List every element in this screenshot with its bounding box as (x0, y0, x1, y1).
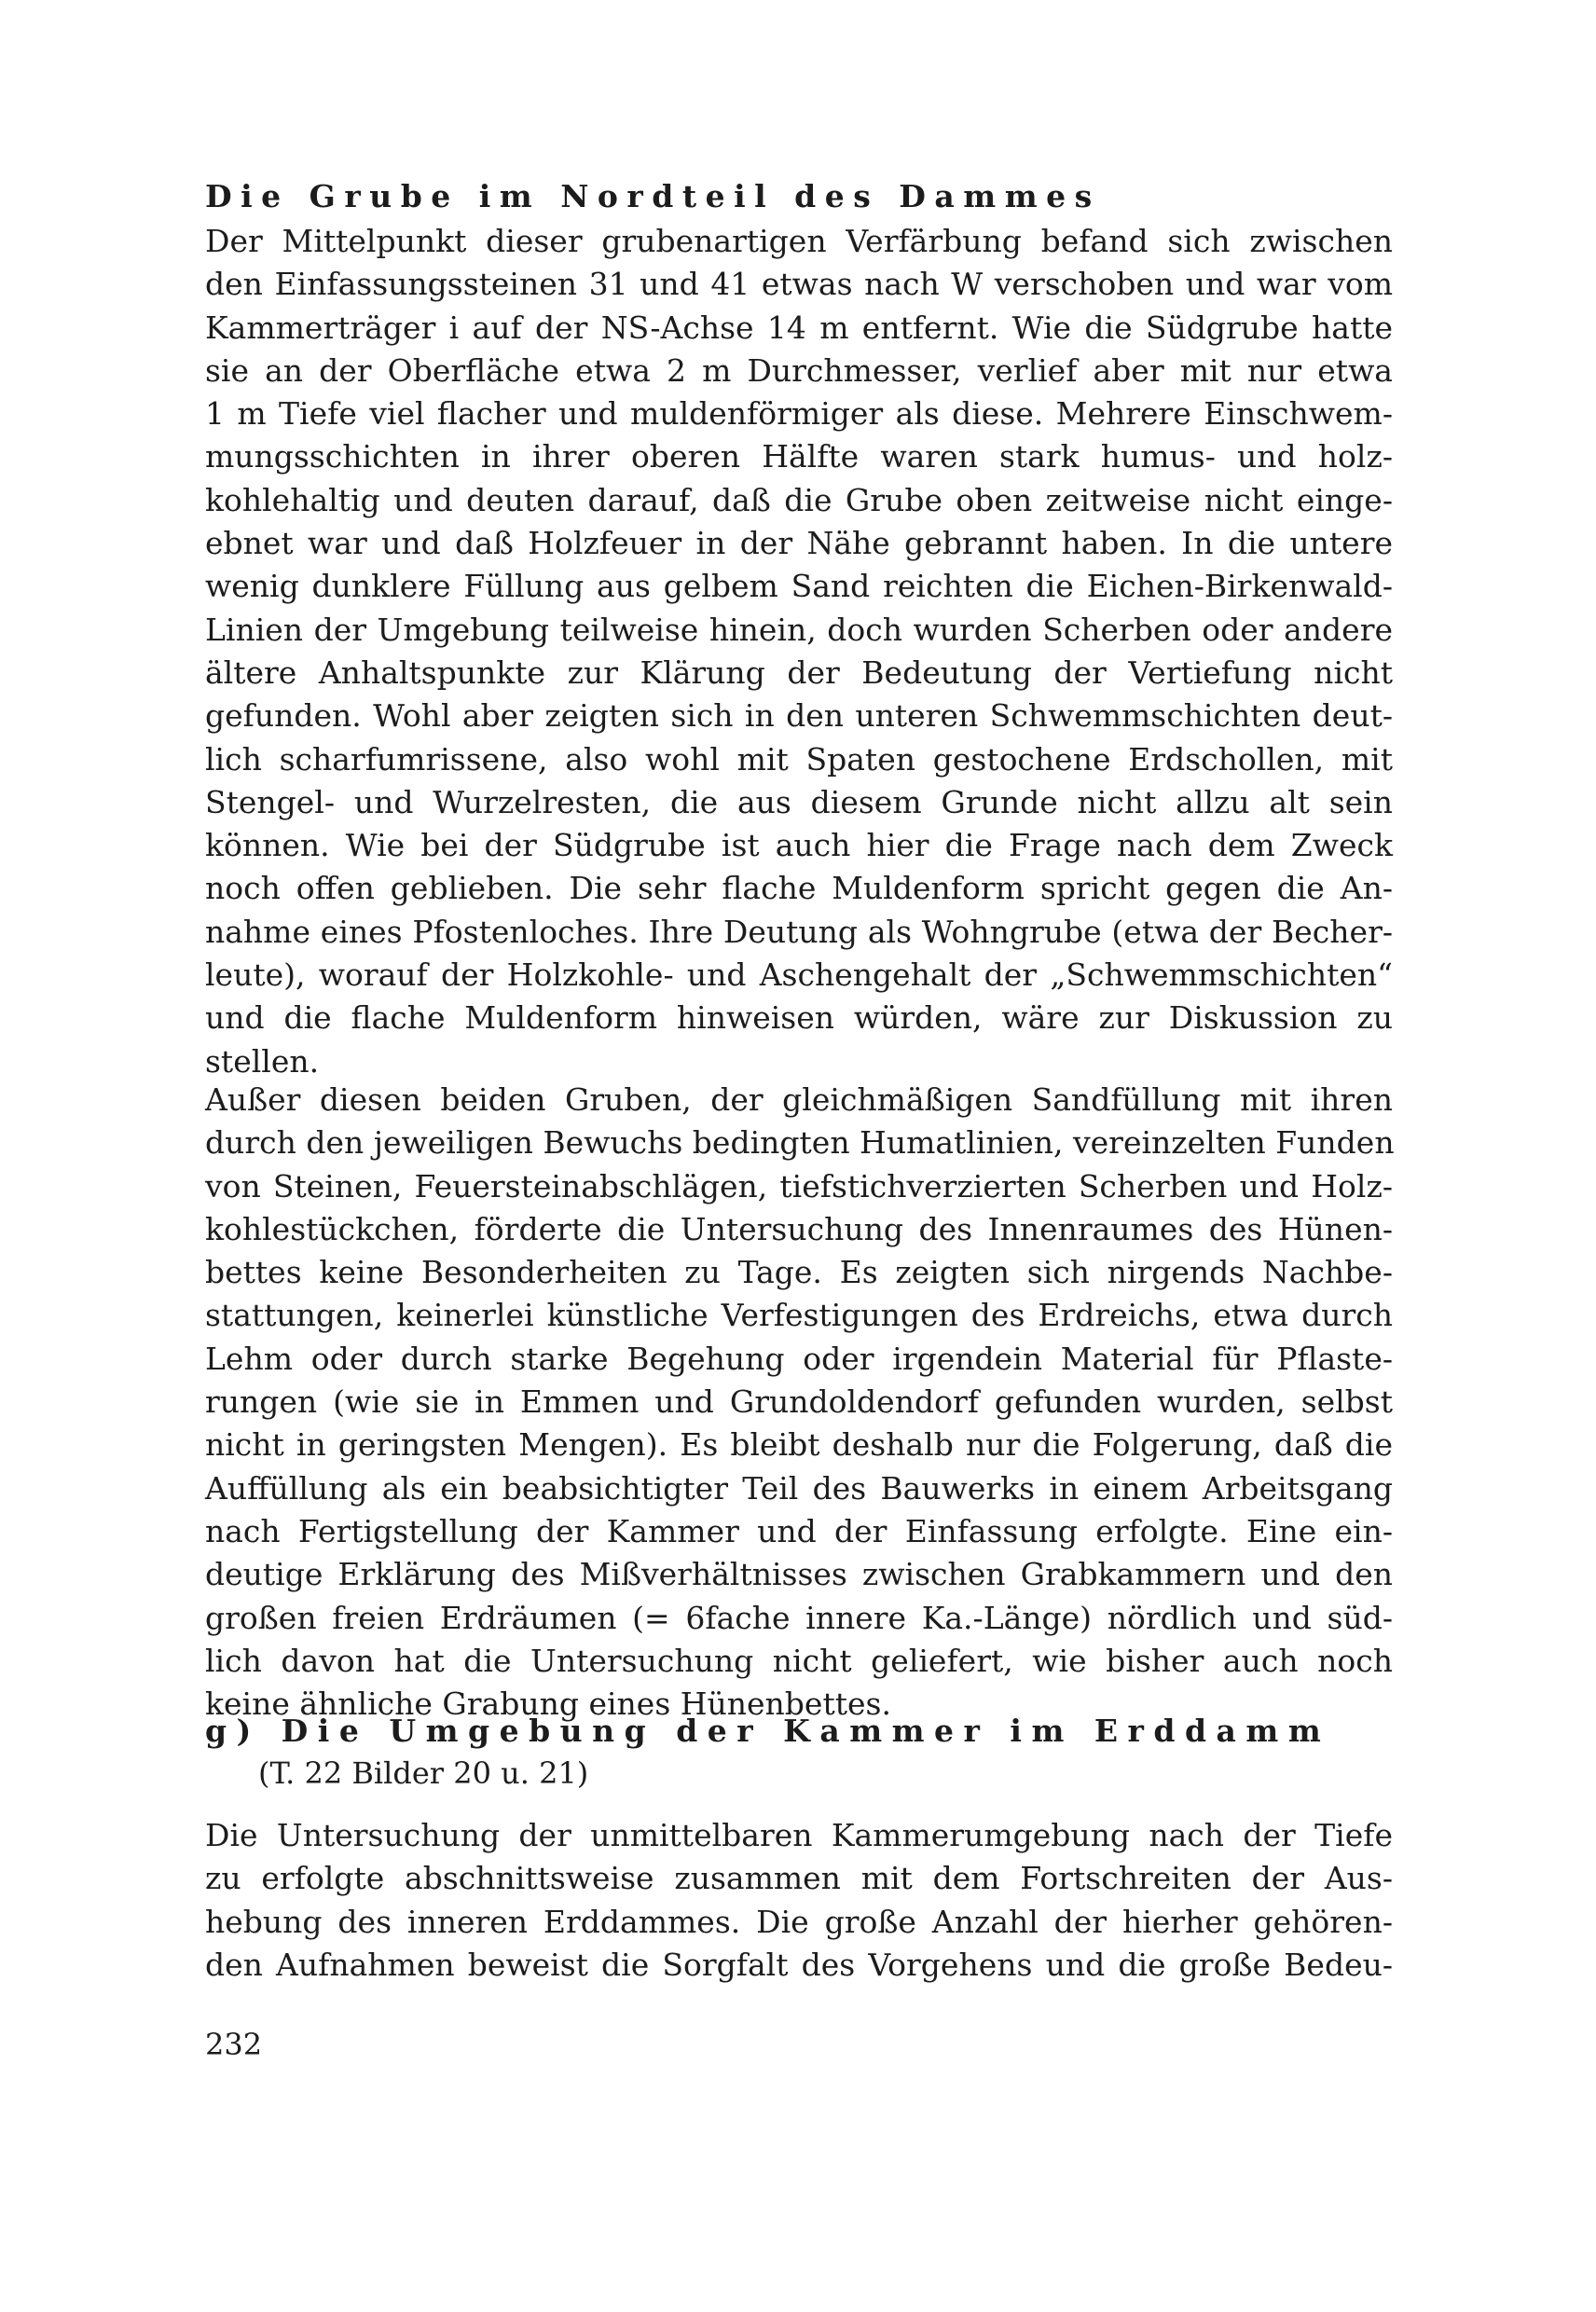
paragraph-1 (205, 220, 1393, 1083)
text-line: noch offen geblieben. Die sehr flache Muldenform spricht gegen die An- (205, 870, 1393, 907)
section-heading: Die Grube im Nordteil des Dammes (205, 178, 1101, 214)
text-line: durch den jeweiligen Bewuchs bedingten Humatlinien, vereinzelten Funden (205, 1124, 1395, 1162)
text-line: großen freien Erdräumen (= 6fache innere Ka.-Länge) nördlich und süd- (205, 1599, 1393, 1636)
section-g-subheading: (T. 22 Bilder 20 u. 21) (258, 1755, 589, 1791)
paragraph-2 (205, 1079, 1393, 1726)
text-line: Kammerträger i auf der NS-Achse 14 m entfernt. Wie die Südgrube hatte (205, 309, 1393, 346)
section-g-heading: g) Die Umgebung der Kammer im Erddamm (205, 1713, 1331, 1749)
text-line: keine ähnliche Grabung eines Hünenbettes. (205, 1686, 891, 1723)
text-line: von Steinen, Feuersteinabschlägen, tiefstichverzierten Scherben und Holz- (205, 1167, 1393, 1204)
text-line: den Einfassungssteinen 31 und 41 etwas nach W verschoben und war vom (205, 266, 1393, 303)
text-line: Der Mittelpunkt dieser grubenartigen Verfärbung befand sich zwischen (205, 223, 1393, 259)
text-line: und die flache Muldenform hinweisen würden, wäre zur Diskussion zu (205, 999, 1393, 1037)
text-line: Linien der Umgebung teilweise hinein, doch wurden Scherben oder andere (205, 611, 1393, 648)
text-line: nach Fertigstellung der Kammer und der Einfassung erfolgte. Eine ein- (205, 1512, 1393, 1549)
text-line: ebnet war und daß Holzfeuer in der Nähe gebrannt haben. In die untere (205, 525, 1393, 562)
text-line: zu erfolgte abschnittsweise zusammen mit dem Fortschreiten der Aus- (205, 1860, 1393, 1897)
paragraph-3 (205, 1814, 1393, 1987)
text-line: nicht in geringsten Mengen). Es bleibt deshalb nur die Folgerung, daß die (205, 1426, 1393, 1464)
text-line: stattungen, keinerlei künstliche Verfestigungen des Erdreichs, etwa durch (205, 1297, 1393, 1334)
text-line: leute), worauf der Holzkohle- und Aschengehalt der „Schwemmschichten“ (205, 956, 1393, 994)
page-number: 232 (205, 2027, 263, 2062)
text-line: rungen (wie sie in Emmen und Grundoldendorf gefunden wurden, selbst (205, 1383, 1393, 1421)
text-line: deutige Erklärung des Mißverhältnisses zwischen Grabkammern und den (205, 1556, 1393, 1593)
text-line: Außer diesen beiden Gruben, der gleichmäßigen Sandfüllung mit ihren (205, 1081, 1393, 1118)
text-line: stellen. (205, 1042, 320, 1080)
text-line: 1 m Tiefe viel flacher und muldenförmiger als diese. Mehrere Einschwem- (205, 395, 1393, 433)
text-line: lich davon hat die Untersuchung nicht geliefert, wie bisher auch noch (205, 1642, 1393, 1679)
text-line: hebung des inneren Erddammes. Die große Anzahl der hierher gehören- (205, 1903, 1393, 1940)
text-line: sie an der Oberfläche etwa 2 m Durchmesser, verlief aber mit nur etwa (205, 351, 1393, 389)
text-line: können. Wie bei der Südgrube ist auch hier die Frage nach dem Zweck (205, 827, 1393, 864)
text-line: gefunden. Wohl aber zeigten sich in den unteren Schwemmschichten deut- (205, 697, 1393, 735)
text-line: Lehm oder durch starke Begehung oder irgendein Material für Pflaste- (205, 1340, 1393, 1377)
text-line: ältere Anhaltspunkte zur Klärung der Bedeutung der Vertiefung nicht (205, 654, 1393, 691)
text-line: bettes keine Besonderheiten zu Tage. Es zeigten sich nirgends Nachbe- (205, 1254, 1393, 1291)
text-line: nahme eines Pfostenloches. Ihre Deutung als Wohngrube (etwa der Becher- (205, 913, 1393, 950)
text-line: Auffüllung als ein beabsichtigter Teil des Bauwerks in einem Arbeitsgang (205, 1469, 1393, 1507)
text-line: den Aufnahmen beweist die Sorgfalt des Vorgehens und die große Bedeu- (205, 1946, 1393, 1983)
text-line: mungsschichten in ihrer oberen Hälfte waren stark humus- und holz- (205, 438, 1393, 475)
text-line: Die Untersuchung der unmittelbaren Kammerumgebung nach der Tiefe (205, 1817, 1393, 1853)
text-line: kohlestückchen, förderte die Untersuchung des Innenraumes des Hünen- (205, 1210, 1393, 1247)
text-line: lich scharfumrissene, also wohl mit Spaten gestochene Erdschollen, mit (205, 740, 1393, 778)
text-line: kohlehaltig und deuten darauf, daß die Grube oben zeitweise nicht einge- (205, 481, 1393, 518)
text-line: wenig dunklere Füllung aus gelbem Sand reichten die Eichen-Birkenwald- (205, 568, 1393, 605)
text-line: Stengel- und Wurzelresten, die aus diesem Grunde nicht allzu alt sein (205, 783, 1393, 820)
